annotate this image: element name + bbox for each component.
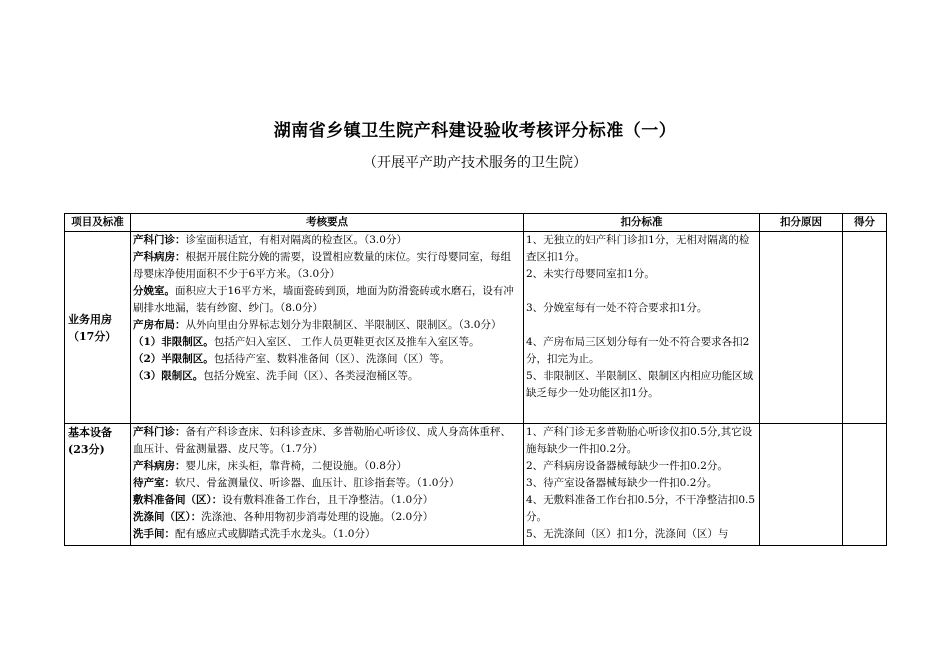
point-item: 分娩室。面积应大于16平方米，墙面瓷砖到顶，地面为防滑瓷砖或水磨石，设有冲刷排水地漏，装有纱窗、纱门。（8.0分） xyxy=(133,285,514,314)
deduction-item: 5、无洗涤间（区）扣1分，洗涤间（区）与 xyxy=(526,528,729,540)
deduction-item: 3、待产室设备器械每缺少一件扣0.2分。 xyxy=(526,477,718,489)
table-header-row xyxy=(65,214,887,232)
table-row xyxy=(65,424,887,546)
document-subtitle: （开展平产助产技术服务的卫生院） xyxy=(363,155,587,171)
point-item: 产房布局：从外向里由分界标志划分为非限制区、半限制区、限制区。（3.0分） xyxy=(133,319,502,331)
deduction-item: 1、产科门诊无多普勒胎心听诊仪扣0.5分,其它设施每缺少一件扣0.2分。 xyxy=(526,426,753,455)
header-category: 项目及标准 xyxy=(65,214,131,232)
points-cell xyxy=(131,232,524,424)
document-title: 湖南省乡镇卫生院产科建设验收考核评分标准（一） xyxy=(273,121,677,141)
category-name: 基本设备 xyxy=(68,426,112,439)
point-item: 洗涤间（区）：洗涤池、各种用物初步消毒处理的设施。（2.0分） xyxy=(133,511,434,523)
category-cell xyxy=(65,232,131,424)
deduction-item: 2、产科病房设备器械每缺少一件扣0.2分。 xyxy=(526,460,728,472)
points-cell xyxy=(131,424,524,546)
deduction-spacer xyxy=(526,283,757,300)
deduction-item: 4、产房布局三区划分每有一处不符合要求各扣2分，扣完为止。 xyxy=(526,336,750,365)
point-item: 产科病房：根据开展住院分娩的需要，设置相应数量的床位。实行母婴同室，每组母婴床净使用面积不少于6平方米。（3.0分） xyxy=(133,251,511,280)
score-cell[interactable] xyxy=(843,232,887,424)
scoring-table xyxy=(64,213,887,546)
point-item: 待产室：软尺、骨盆测量仪、听诊器、血压计、肛诊指套等。（1.0分） xyxy=(133,477,460,489)
deduction-item: 5、非限制区、半限制区、限制区内相应功能区域缺乏每少一处功能区扣1分。 xyxy=(526,370,754,399)
point-item: 洗手间：配有感应式或脚踏式洗手水龙头。（1.0分） xyxy=(133,528,376,540)
point-item: 敷料准备间（区）：设有敷料准备工作台，且干净整洁。（1.0分） xyxy=(133,494,434,506)
deduction-item: 1、无独立的妇产科门诊扣1分，无相对隔离的检查区扣1分。 xyxy=(526,234,750,263)
deduction-item: 4、无敷料准备工作台扣0.5分，不干净整洁扣0.5分。 xyxy=(526,494,756,523)
header-points: 考核要点 xyxy=(131,214,524,232)
header-score: 得分 xyxy=(843,214,887,232)
point-item: 产科门诊：诊室面积适宜，有相对隔离的检查区。（3.0分） xyxy=(133,234,407,246)
table-row xyxy=(65,232,887,424)
point-item: （1）非限制区。包括产妇入室区、 工作人员更鞋更衣区及推车入室区等。 xyxy=(133,336,480,348)
category-score: （17分） xyxy=(68,329,117,343)
deduction-item: 2、未实行母婴同室扣1分。 xyxy=(526,268,655,280)
reason-cell[interactable] xyxy=(760,232,843,424)
deduction-cell xyxy=(524,424,760,546)
point-item: （2）半限制区。包括待产室、数料准备间（区）、洗涤间（区）等。 xyxy=(133,353,451,365)
deduction-spacer xyxy=(526,317,757,334)
header-deduction: 扣分标准 xyxy=(524,214,760,232)
deduction-item: 3、分娩室每有一处不符合要求扣1分。 xyxy=(526,302,708,314)
reason-cell[interactable] xyxy=(760,424,843,546)
point-item: （3）限制区。包括分娩室、洗手间（区）、各类浸泡桶区等。 xyxy=(133,370,419,382)
point-item: 产科病房：婴儿床，床头柜，靠背椅，二便设施。（0.8分） xyxy=(133,460,407,472)
category-score: (23分) xyxy=(68,443,105,456)
point-item: 产科门诊：备有产科诊查床、妇科诊查床、多普勒胎心听诊仪、成人身高体重秤、血压计、骨盆测量器、皮尺等。（1.7分） xyxy=(133,426,511,455)
score-cell[interactable] xyxy=(843,424,887,546)
category-name: 业务用房 xyxy=(68,312,112,326)
header-reason: 扣分原因 xyxy=(760,214,843,232)
deduction-cell xyxy=(524,232,760,424)
category-cell xyxy=(65,424,131,546)
